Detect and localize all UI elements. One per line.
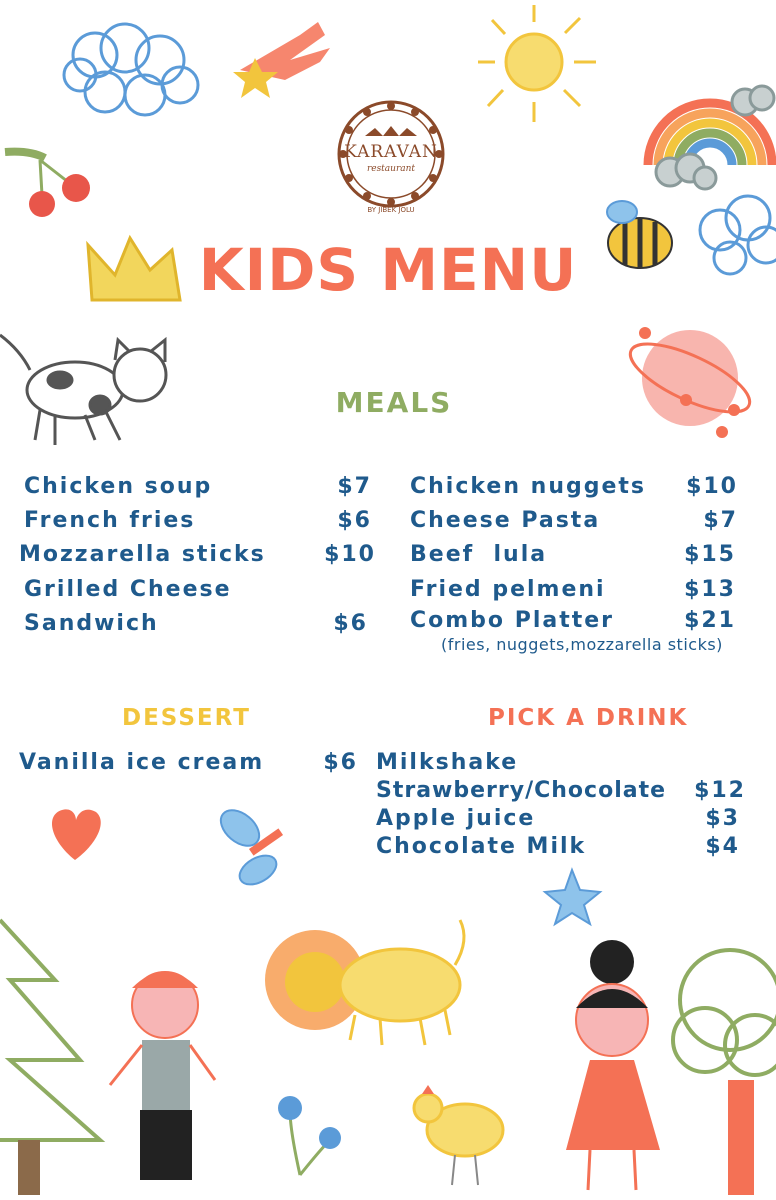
menu-item-name: Apple juice	[376, 806, 536, 831]
menu-item-name: Vanilla ice cream	[19, 750, 265, 775]
rainbow-icon	[648, 86, 774, 189]
star-icon	[545, 870, 600, 924]
menu-item-name: Beef lula	[410, 542, 548, 567]
cloud-icon	[64, 24, 198, 115]
menu-item-name: Chocolate Milk	[376, 834, 587, 859]
heart-icon	[52, 809, 101, 860]
menu-item-name: Combo Platter	[410, 608, 615, 633]
menu-item-price: $6	[337, 508, 372, 533]
cherry-icon	[5, 152, 90, 217]
logo-byline: BY JIBEK JOLU	[367, 206, 415, 214]
menu-item-price: $15	[684, 542, 736, 567]
menu-item-price: $6	[323, 750, 358, 775]
tree-icon	[0, 920, 100, 1195]
menu-item-name: Mozzarella sticks	[19, 542, 266, 567]
lion-icon	[265, 920, 464, 1045]
menu-item-name: Grilled Cheese	[24, 577, 232, 602]
logo-subtitle: restaurant	[366, 164, 416, 174]
girl-icon	[566, 940, 660, 1190]
flower-icon	[278, 1096, 341, 1175]
menu-item-name: Chicken soup	[24, 474, 213, 499]
menu-item-name: Chicken nuggets	[410, 474, 647, 499]
restaurant-logo	[335, 98, 447, 218]
menu-item-price: $10	[324, 542, 376, 567]
menu-item-price: $7	[703, 508, 738, 533]
meals-heading: MEALS	[335, 386, 453, 419]
menu-item-price: $10	[686, 474, 738, 499]
menu-item-price: $3	[705, 806, 740, 831]
tree-icon	[673, 950, 776, 1195]
logo-name: KARAVAN	[344, 142, 438, 162]
menu-item-price: $7	[337, 474, 372, 499]
combo-note: (fries, nuggets,mozzarella sticks)	[441, 635, 723, 654]
menu-item-price: $21	[684, 608, 736, 633]
menu-item-name: Sandwich	[24, 611, 159, 636]
boy-icon	[110, 972, 215, 1181]
page-title: KIDS MENU	[198, 236, 578, 304]
menu-item-price: $4	[705, 834, 740, 859]
dessert-heading: DESSERT	[122, 705, 251, 731]
shooting-star-icon	[233, 22, 330, 98]
menu-item-name: Strawberry/Chocolate	[376, 778, 667, 803]
menu-item-name: Milkshake	[376, 750, 519, 775]
sun-icon	[478, 5, 596, 122]
menu-item-price: $13	[684, 577, 736, 602]
planet-icon	[622, 327, 758, 438]
menu-item-name: French fries	[24, 508, 196, 533]
menu-item-price: $12	[694, 778, 746, 803]
butterfly-icon	[214, 803, 283, 890]
menu-item-name: Fried pelmeni	[410, 577, 606, 602]
chicken-icon	[414, 1085, 503, 1185]
menu-item-price: $6	[333, 611, 368, 636]
menu-item-name: Cheese Pasta	[410, 508, 601, 533]
drink-heading: PICK A DRINK	[488, 705, 689, 731]
